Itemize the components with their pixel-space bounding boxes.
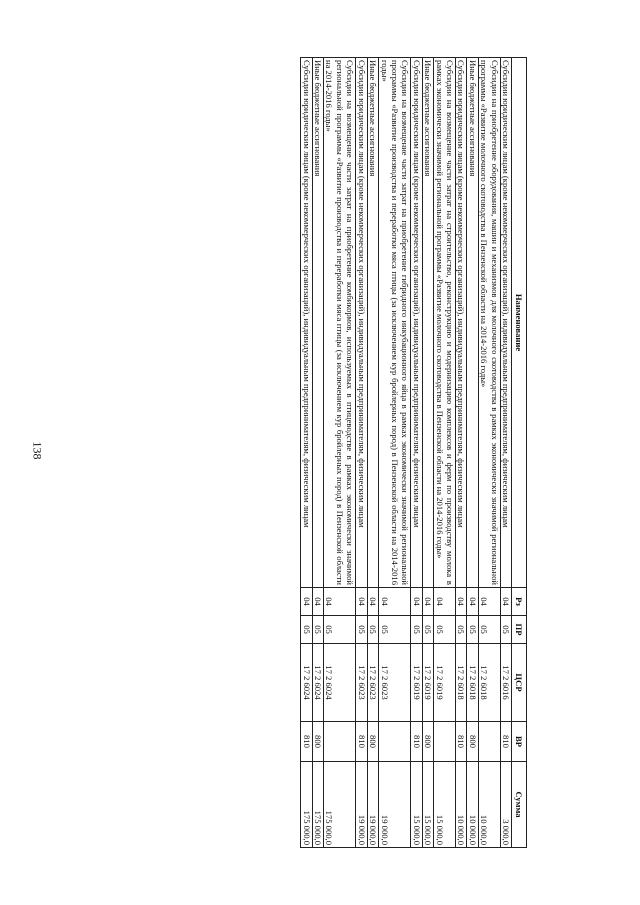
row-csr: 17 2 6023 [367, 644, 378, 722]
row-pr: 05 [467, 616, 478, 644]
row-rz: 04 [324, 588, 356, 616]
row-pr: 05 [500, 616, 511, 644]
row-name: Субсидии на возмещение части затрат на приобретение гибридного инкубационного яйца в рамках экономически значимой региональной программы «Развитие производства и переработки мяса птицы (за исключением кур бройлерных пород) в Пензенской области на 2014-2016 годы» [379, 58, 411, 588]
row-rz: 04 [379, 588, 411, 616]
table-row [356, 58, 367, 848]
row-csr: 17 2 6018 [455, 644, 466, 722]
row-rz: 04 [356, 588, 367, 616]
row-csr: 17 2 6023 [356, 644, 367, 722]
row-csr: 17 2 6024 [301, 644, 312, 722]
row-vr [324, 722, 356, 762]
row-name: Иные бюджетные ассигнования [467, 58, 478, 588]
row-pr: 05 [312, 616, 323, 644]
header-sum: Сумма [512, 762, 527, 848]
row-sum: 175 000,0 [301, 762, 312, 848]
table-header-row [512, 58, 527, 848]
row-pr: 05 [434, 616, 456, 644]
row-name: Иные бюджетные ассигнования [312, 58, 323, 588]
row-name: Субсидии на возмещение части затрат на приобретение комбикормов, используемых в птицеводстве в рамках экономически значимой региональной программы «Развитие производства и переработки мяса птицы (за исключением кур бройлерных пород) в Пензенской области на 2014-2016 годы» [324, 58, 356, 588]
row-rz: 04 [455, 588, 466, 616]
budget-table [300, 57, 527, 848]
row-name: Иные бюджетные ассигнования [422, 58, 433, 588]
row-name: Субсидии юридическим лицам (кроме некоммерческих организаций), индивидуальным предпринимателям, физическим лицам [500, 58, 511, 588]
row-csr: 17 2 6023 [379, 644, 411, 722]
table-row [500, 58, 511, 848]
table-row [379, 58, 411, 848]
row-pr: 05 [301, 616, 312, 644]
row-name: Субсидии на приобретение оборудования, машин и механизмов для молочного скотоводства в рамках экономически значимой региональной программы «Развитие молочного скотоводства в Пензенской области на 2014-2016 годы» [478, 58, 500, 588]
row-sum: 15 000,0 [411, 762, 422, 848]
row-sum: 175 000,0 [312, 762, 323, 848]
row-pr: 05 [478, 616, 500, 644]
row-rz: 04 [301, 588, 312, 616]
row-sum: 19 000,0 [367, 762, 378, 848]
row-sum: 175 000,0 [324, 762, 356, 848]
row-pr: 05 [455, 616, 466, 644]
row-sum: 10 000,0 [478, 762, 500, 848]
header-csr: ЦСР [512, 644, 527, 722]
table-row [455, 58, 466, 848]
row-pr: 05 [411, 616, 422, 644]
row-csr: 17 2 6019 [411, 644, 422, 722]
row-csr: 17 2 6018 [467, 644, 478, 722]
row-rz: 04 [478, 588, 500, 616]
row-vr: 800 [312, 722, 323, 762]
row-name: Субсидии юридическим лицам (кроме некоммерческих организаций), индивидуальным предпринимателям, физическим лицам [301, 58, 312, 588]
row-csr: 17 2 6018 [478, 644, 500, 722]
row-vr [478, 722, 500, 762]
row-csr: 17 2 6019 [434, 644, 456, 722]
row-sum: 19 000,0 [379, 762, 411, 848]
header-name: Наименование [512, 58, 527, 588]
row-rz: 04 [467, 588, 478, 616]
row-vr: 800 [422, 722, 433, 762]
table-row [367, 58, 378, 848]
row-name: Субсидии юридическим лицам (кроме некоммерческих организаций), индивидуальным предпринимателям, физическим лицам [455, 58, 466, 588]
table-row [301, 58, 312, 848]
row-vr: 810 [455, 722, 466, 762]
table-row [434, 58, 456, 848]
table-row [478, 58, 500, 848]
row-sum: 15 000,0 [434, 762, 456, 848]
row-vr [434, 722, 456, 762]
row-pr: 05 [324, 616, 356, 644]
row-csr: 17 2 6024 [324, 644, 356, 722]
row-sum: 10 000,0 [455, 762, 466, 848]
row-name: Субсидии на возмещение части затрат на строительство, реконструкцию и модернизацию комплексов и ферм по производству молока в рамках экономически значимой региональной программы «Развитие молочного скотоводства в Пензенской области на 2014-2016 годы» [434, 58, 456, 588]
header-pr: ПР [512, 616, 527, 644]
row-pr: 05 [356, 616, 367, 644]
row-vr: 810 [500, 722, 511, 762]
table-row [312, 58, 323, 848]
row-vr: 810 [411, 722, 422, 762]
row-pr: 05 [367, 616, 378, 644]
table-row [422, 58, 433, 848]
row-vr: 810 [301, 722, 312, 762]
page-number: 138 [30, 441, 45, 460]
row-rz: 04 [422, 588, 433, 616]
row-sum: 15 000,0 [422, 762, 433, 848]
row-name: Иные бюджетные ассигнования [367, 58, 378, 588]
row-name: Субсидии юридическим лицам (кроме некоммерческих организаций), индивидуальным предпринимателям, физическим лицам [411, 58, 422, 588]
row-sum: 10 000,0 [467, 762, 478, 848]
table-row [411, 58, 422, 848]
table-row [467, 58, 478, 848]
row-rz: 04 [367, 588, 378, 616]
row-vr: 800 [467, 722, 478, 762]
rotated-page-content [109, 57, 527, 847]
row-pr: 05 [379, 616, 411, 644]
row-pr: 05 [422, 616, 433, 644]
table-row [324, 58, 356, 848]
row-vr: 810 [356, 722, 367, 762]
row-vr: 800 [367, 722, 378, 762]
row-rz: 04 [411, 588, 422, 616]
header-vr: ВР [512, 722, 527, 762]
row-rz: 04 [434, 588, 456, 616]
row-rz: 04 [500, 588, 511, 616]
row-rz: 04 [312, 588, 323, 616]
row-name: Субсидии юридическим лицам (кроме некоммерческих организаций), индивидуальным предпринимателям, физическим лицам [356, 58, 367, 588]
row-csr: 17 2 6024 [312, 644, 323, 722]
row-csr: 17 2 6019 [422, 644, 433, 722]
row-sum: 19 000,0 [356, 762, 367, 848]
row-vr [379, 722, 411, 762]
row-sum: 3 000,0 [500, 762, 511, 848]
header-rz: Рз [512, 588, 527, 616]
row-csr: 17 2 6016 [500, 644, 511, 722]
